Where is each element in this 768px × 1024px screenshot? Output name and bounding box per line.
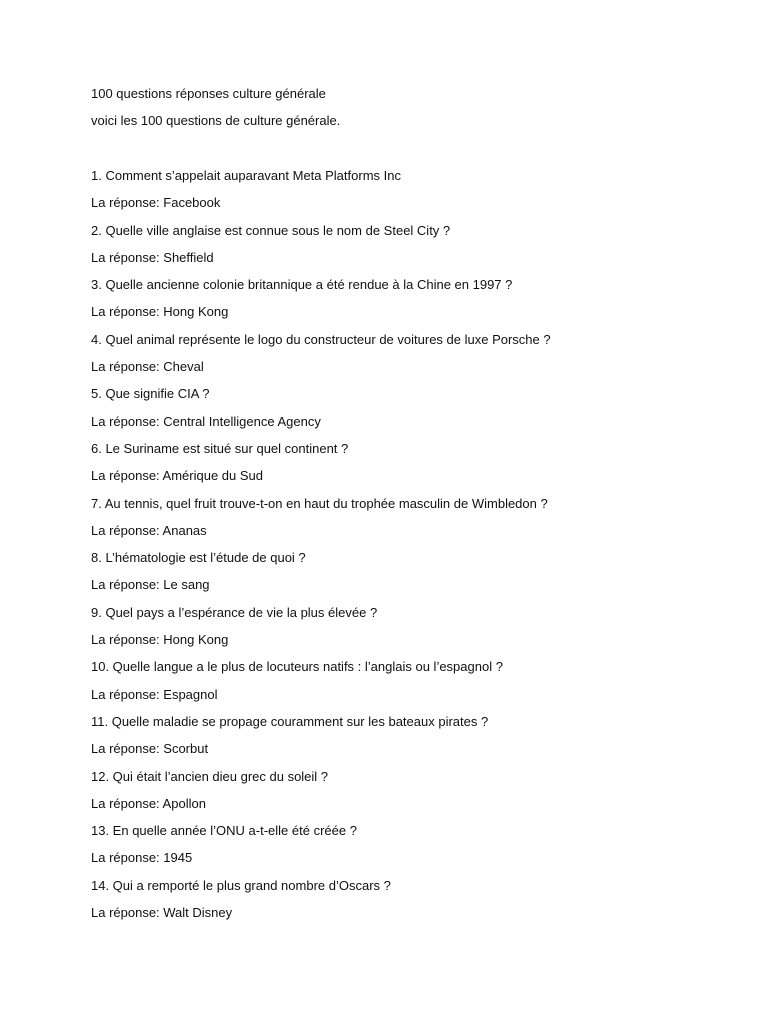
answer-10: La réponse: Espagnol: [91, 686, 218, 702]
question-6: 6. Le Suriname est situé sur quel continent ?: [91, 440, 349, 456]
document-intro: voici les 100 questions de culture générale.: [91, 113, 341, 128]
answer-9: La réponse: Hong Kong: [91, 632, 229, 648]
question-11: 11. Quelle maladie se propage couramment sur les bateaux pirates ?: [91, 713, 489, 729]
question-4: 4. Quel animal représente le logo du constructeur de voitures de luxe Porsche ?: [91, 331, 551, 347]
answer-14: La réponse: Walt Disney: [91, 905, 233, 921]
question-1: 1. Comment s’appelait auparavant Meta Platforms Inc: [91, 168, 401, 183]
question-8: 8. L’hématologie est l’étude de quoi ?: [91, 550, 306, 566]
question-13: 13. En quelle année l’ONU a-t-elle été créée ?: [91, 823, 357, 839]
answer-8: La réponse: Le sang: [91, 577, 210, 593]
answer-6: La réponse: Amérique du Sud: [91, 468, 264, 484]
question-10: 10. Quelle langue a le plus de locuteurs natifs : l’anglais ou l’espagnol ?: [91, 659, 503, 675]
document-title: 100 questions réponses culture générale: [91, 86, 326, 101]
question-9: 9. Quel pays a l’espérance de vie la plus élevée ?: [91, 604, 378, 620]
question-5: 5. Que signifie CIA ?: [91, 386, 210, 402]
document-page: [91, 86, 731, 932]
question-2: 2. Quelle ville anglaise est connue sous le nom de Steel City ?: [91, 222, 451, 238]
answer-1: La réponse: Facebook: [91, 195, 221, 211]
answer-7: La réponse: Ananas: [91, 522, 207, 538]
qa-list: [91, 168, 731, 921]
answer-3: La réponse: Hong Kong: [91, 304, 229, 320]
question-7: 7. Au tennis, quel fruit trouve-t-on en haut du trophée masculin de Wimbledon ?: [91, 495, 548, 511]
question-14: 14. Qui a remporté le plus grand nombre d’Oscars ?: [91, 877, 391, 893]
answer-4: La réponse: Cheval: [91, 359, 204, 375]
question-3: 3. Quelle ancienne colonie britannique a été rendue à la Chine en 1997 ?: [91, 277, 513, 293]
answer-5: La réponse: Central Intelligence Agency: [91, 413, 321, 429]
answer-2: La réponse: Sheffield: [91, 249, 214, 265]
answer-13: La réponse: 1945: [91, 850, 193, 866]
answer-12: La réponse: Apollon: [91, 795, 206, 811]
answer-11: La réponse: Scorbut: [91, 741, 209, 757]
question-12: 12. Qui était l’ancien dieu grec du soleil ?: [91, 768, 329, 784]
